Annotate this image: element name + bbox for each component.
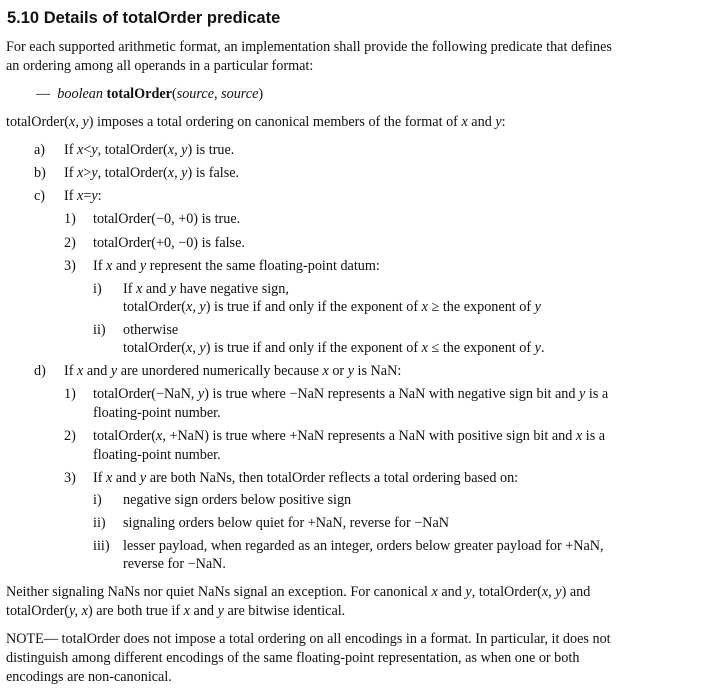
list-item-c-3: If x and y represent the same floating-point datum:	[93, 258, 380, 274]
paragraph-line-1: Neither signaling NaNs nor quiet NaNs signal an exception. For canonical x and y, totalOrder(x, y) and	[6, 584, 591, 600]
predicate-signature: — boolean totalOrder(source, source)	[36, 86, 264, 102]
list-item-d-3-ii: signaling orders below quiet for +NaN, reverse for −NaN	[123, 515, 450, 531]
signature-dash: —	[36, 86, 51, 102]
list-item-d-2-line-2: floating-point number.	[93, 447, 221, 463]
note-line-1: NOTE— totalOrder does not impose a total ordering on all encodings in a format. In particular, it does not	[6, 631, 611, 647]
list-item-d-3-iii-line-2: reverse for −NaN.	[123, 556, 226, 572]
list-item-d-1-line-2: floating-point number.	[93, 405, 221, 421]
description-line: totalOrder(x, y) imposes a total ordering on canonical members of the format of x and y:	[6, 114, 506, 130]
signature-name: totalOrder	[106, 86, 172, 102]
note-line-3: encodings are non-canonical.	[6, 669, 172, 685]
list-marker-c-1: 1)	[64, 211, 76, 227]
note-line-2: distinguish among different encodings of the same floating-point representation, as when one or both	[6, 650, 580, 666]
list-marker-a: a)	[34, 142, 46, 158]
list-item-c-2: totalOrder(+0, −0) is false.	[93, 235, 245, 251]
signature-params: source, source	[176, 86, 259, 102]
paragraph-line-2: totalOrder(y, x) are both true if x and y are bitwise identical.	[6, 603, 346, 619]
list-marker-c-3-ii: ii)	[93, 322, 106, 338]
signature-type: boolean	[57, 86, 103, 102]
list-marker-d-1: 1)	[64, 386, 76, 402]
list-marker-d-3-iii: iii)	[93, 538, 110, 554]
list-marker-d-3: 3)	[64, 470, 76, 486]
list-item-d-3-iii-line-1: lesser payload, when regarded as an integer, orders below greater payload for +NaN,	[123, 538, 604, 554]
list-marker-d: d)	[34, 363, 46, 379]
intro-line-1: For each supported arithmetic format, an implementation shall provide the following predicate that defines	[6, 39, 612, 55]
list-item-c-3-i-line-1: If x and y have negative sign,	[123, 281, 289, 297]
list-marker-c-3-i: i)	[93, 281, 102, 297]
list-item-d-3: If x and y are both NaNs, then totalOrder reflects a total ordering based on:	[93, 470, 519, 486]
list-marker-d-3-i: i)	[93, 492, 102, 508]
list-marker-d-2: 2)	[64, 428, 76, 444]
list-marker-c: c)	[34, 188, 46, 204]
list-marker-b: b)	[34, 165, 46, 181]
list-item-c-1: totalOrder(−0, +0) is true.	[93, 211, 241, 227]
list-item-d-2-line-1: totalOrder(x, +NaN) is true where +NaN represents a NaN with positive sign bit and x is a	[93, 428, 606, 444]
list-item-c: If x=y:	[64, 188, 102, 204]
list-item-c-3-ii-line-2: totalOrder(x, y) is true if and only if the exponent of x ≤ the exponent of y.	[123, 340, 545, 356]
list-item-c-3-ii-line-1: otherwise	[123, 322, 179, 338]
list-item-d: If x and y are unordered numerically because x or y is NaN:	[64, 363, 402, 379]
list-item-d-3-i: negative sign orders below positive sign	[123, 492, 352, 508]
list-marker-c-2: 2)	[64, 235, 76, 251]
section-heading: 5.10 Details of totalOrder predicate	[7, 9, 281, 27]
list-item-a: If x<y, totalOrder(x, y) is true.	[64, 142, 235, 158]
intro-line-2: an ordering among all operands in a particular format:	[6, 58, 314, 74]
list-item-d-1-line-1: totalOrder(−NaN, y) is true where −NaN represents a NaN with negative sign bit and y is a	[93, 386, 609, 402]
list-marker-c-3: 3)	[64, 258, 76, 274]
list-item-c-3-i-line-2: totalOrder(x, y) is true if and only if the exponent of x ≥ the exponent of y	[123, 299, 541, 315]
list-item-b: If x>y, totalOrder(x, y) is false.	[64, 165, 240, 181]
list-marker-d-3-ii: ii)	[93, 515, 106, 531]
